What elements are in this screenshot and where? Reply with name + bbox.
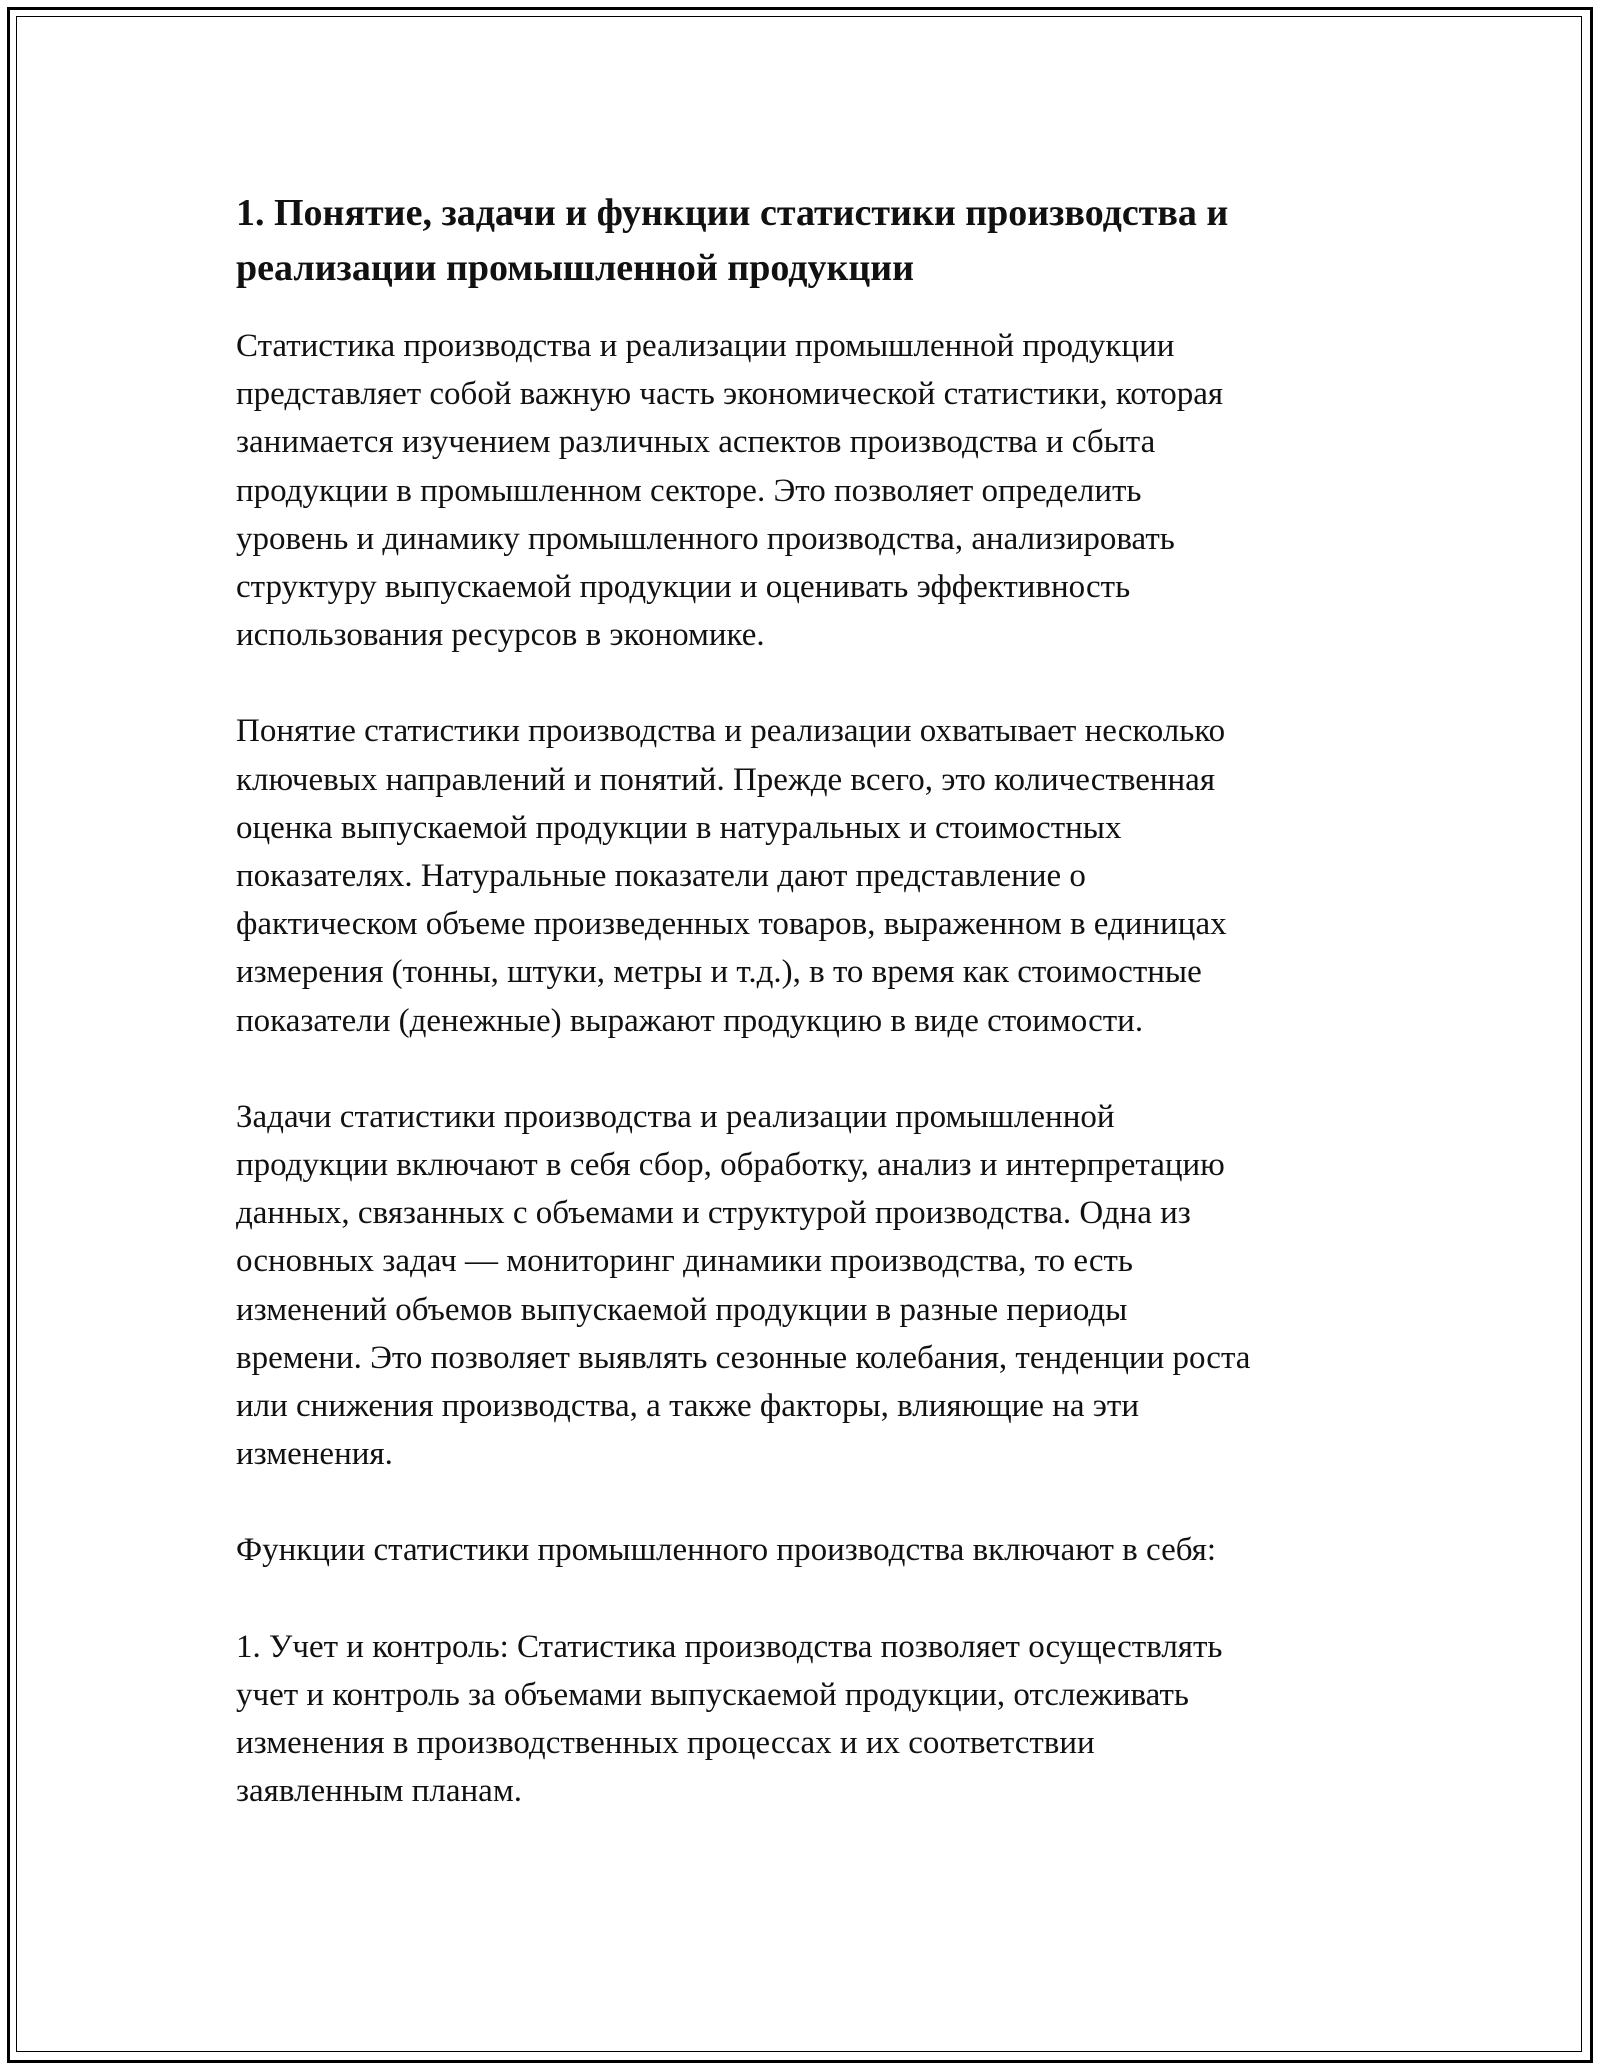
- document-body: [236, 186, 1376, 1815]
- paragraph-concept: Понятие статистики производства и реализации охватывает несколько ключевых направлений и понятий. Прежде всего, это количественная оценка выпускаемой продукции в натуральных и стоимостных показателях. Натуральные показатели дают представление о фактическом объеме произведенных товаров, выраженном в единицах измерения (тонны, штуки, метры и т.д.), в то время как стоимостные показатели (денежные) выражают продукцию в виде стоимости.: [236, 713, 1227, 1039]
- paragraph-intro: Статистика производства и реализации промышленной продукции представляет собой важную часть экономической статистики, которая занимается изучением различных аспектов производства и сбыта продукции в промышленном секторе. Это позволяет определить уровень и динамику промышленного производства, анализировать структуру выпускаемой продукции и оценивать эффективность использования ресурсов в экономике.: [236, 328, 1224, 654]
- section-heading: 1. Понятие, задачи и функции статистики производства и реализации промышленной продукции: [236, 192, 1229, 289]
- paragraph-functions-intro: Функции статистики промышленного производства включают в себя:: [236, 1532, 1217, 1569]
- paragraph-function-1: 1. Учет и контроль: Статистика производства позволяет осуществлять учет и контроль за объемами выпускаемой продукции, отслеживать изменения в производственных процессах и их соответствии заявленным планам.: [236, 1628, 1223, 1810]
- paragraph-tasks: Задачи статистики производства и реализации промышленной продукции включают в себя сбор, обработку, анализ и интерпретацию данных, связанных с объемами и структурой производства. Одна из основных задач — мониторинг динамики производства, то есть изменений объемов выпускаемой продукции в разные периоды времени. Это позволяет выявлять сезонные колебания, тенденции роста или снижения производства, а также факторы, влияющие на эти изменения.: [236, 1098, 1251, 1473]
